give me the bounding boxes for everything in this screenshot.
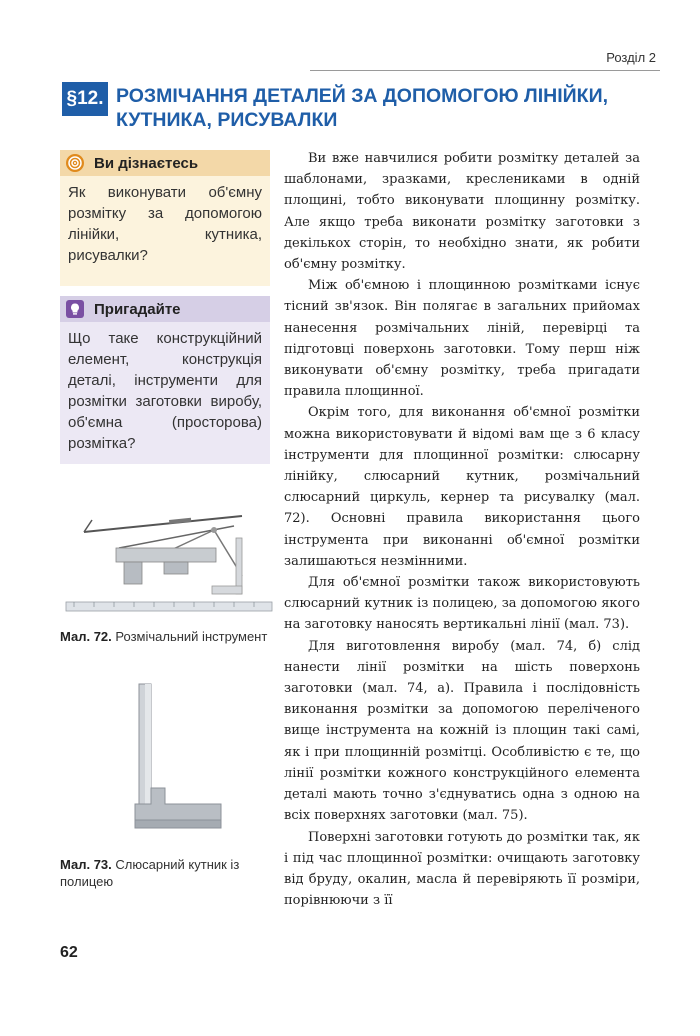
page-title	[116, 84, 656, 132]
learn-box-header	[60, 150, 270, 176]
header-rule	[310, 70, 660, 71]
figure-72-text: Розмічальний інструмент	[115, 629, 268, 644]
recall-box-header	[60, 296, 270, 322]
section-number-badge: §12.	[62, 82, 108, 116]
figure-72-label: Мал. 72.	[60, 629, 112, 644]
learn-box	[60, 150, 270, 286]
section-label: Розділ 2	[606, 50, 656, 65]
recall-box-heading: Пригадайте	[94, 300, 181, 318]
lightbulb-icon	[66, 300, 84, 318]
learn-box-text: Як виконувати об'ємну розмітку за допомогою лінійки, кутника, рисувалки?	[60, 176, 270, 286]
paragraph: Між об'ємною і площинною розмітками існує тісний зв'язок. Він полягає в загальних прийомах нанесення розмічальних ліній, перевірці та підготовці поверхонь заготовки. Тому перш ніж виконувати об'ємну розмітку, треба пригадати правила площинної.	[284, 278, 640, 400]
paragraph: Для виготовлення виробу (мал. 74, б) слід нанести лінії розмітки на шість поверхонь заготовки (мал. 74, а). Правила і послідовність виконання розмітки за допомогою переліченого вище інструмента на кожній із площин такі самі, як і при площинній розмітці. Особливістю є те, що лінії розмітки кожного конструкційного елемента деталі мають точно з'єднуватись одна з одною на всіх поверхнях заготовки (мал. 75).	[284, 638, 640, 824]
figure-73-label: Мал. 73.	[60, 857, 112, 872]
title-line-1: РОЗМІЧАННЯ ДЕТАЛЕЙ ЗА ДОПОМОГОЮ ЛІНІЙКИ,	[116, 85, 609, 107]
paragraph: Ви вже навчилися робити розмітку деталей за шаблонами, зразками, креслениками в одній площині, тобто виконувати площинну розмітку. Але якщо треба виконати розмітку заготовки з декількох сторін, то необхідно знати, як робити об'ємну розмітку.	[284, 151, 640, 273]
figure-72-caption	[60, 628, 270, 645]
figure-73-caption	[60, 856, 270, 890]
paragraph: Окрім того, для виконання об'ємної розмітки можна використовувати й відомі вам ще з 6 класу інструменти для площинної розмітки: слюсарну лінійку, слюсарний кутник, розмічальний слюсарний циркуль, кернер та рисувалку (мал. 72). Основні правила використання цього інструмента при виконанні об'ємної розмітки залишаються незмінними.	[284, 405, 640, 569]
recall-box-text: Що таке конструкційний елемент, конструкція деталі, інструменти для розмітки заготовки виробу, об'ємна (просторова) розмітка?	[60, 322, 270, 464]
try-square-illustration	[105, 680, 225, 844]
marking-tools-illustration	[64, 498, 274, 620]
learn-box-heading: Ви дізнаєтесь	[94, 154, 199, 172]
page-number: 62	[60, 944, 78, 961]
paragraph: Поверхні заготовки готують до розмітки так, як і під час площинної розмітки: очищають заготовку від бруду, окалин, масла й перевіряють її розміри, порівнюючи з її	[284, 829, 640, 909]
figure-73-text: Слюсарний кутник із полицею	[60, 857, 240, 889]
title-line-2: КУТНИКА, РИСУВАЛКИ	[116, 109, 338, 131]
target-icon	[66, 154, 84, 172]
recall-box	[60, 296, 270, 464]
main-text	[284, 148, 640, 911]
paragraph: Для об'ємної розмітки також використовують слюсарний кутник із полицею, за допомогою якого на заготовку наносять вертикальні лінії (мал. 73).	[284, 575, 640, 633]
